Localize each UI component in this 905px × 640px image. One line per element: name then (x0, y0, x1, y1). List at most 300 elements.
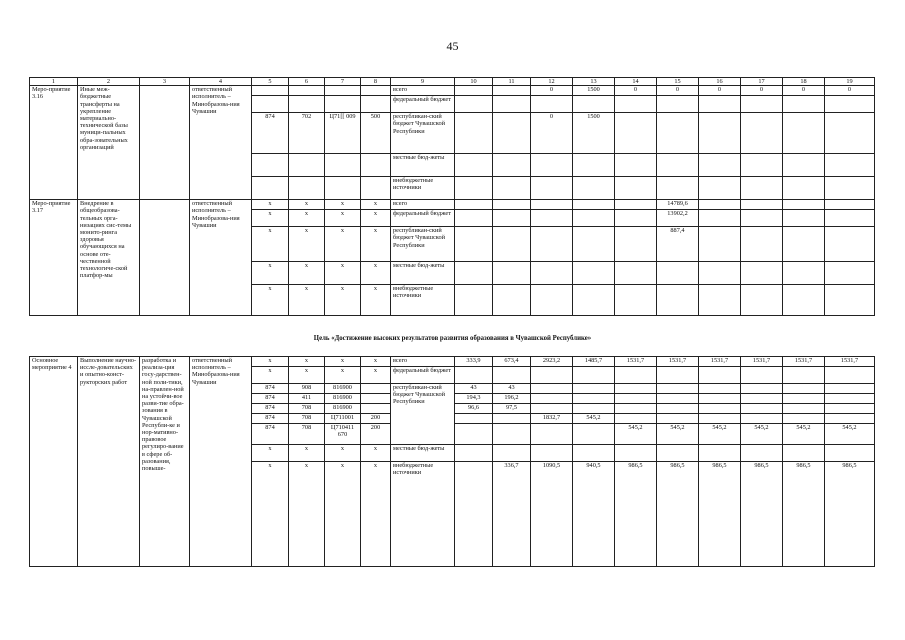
year-value: 13902,2 (657, 210, 699, 227)
funding-source: республикан-ский бюджет Чувашской Республики (391, 227, 455, 262)
year-value (741, 384, 783, 394)
year-value (825, 200, 875, 210)
year-value: 1500 (573, 86, 615, 96)
year-value (455, 177, 493, 200)
year-value (825, 154, 875, 177)
year-value: 2923,2 (531, 357, 573, 367)
target-article (325, 86, 361, 96)
year-value (455, 424, 493, 445)
year-value (783, 384, 825, 394)
year-value (741, 96, 783, 113)
year-value (699, 445, 741, 462)
grbs-code: x (252, 200, 289, 210)
grbs-code (252, 154, 289, 177)
year-value (825, 384, 875, 394)
code-cell: 200 (361, 424, 391, 445)
year-value (573, 404, 615, 414)
year-value (699, 96, 741, 113)
code-cell: 708 (289, 404, 325, 414)
year-value (615, 154, 657, 177)
code-cell: x (325, 445, 361, 462)
year-value (615, 227, 657, 262)
budget-table-lower (29, 356, 875, 567)
target-article (325, 96, 361, 113)
year-value: 1090,5 (531, 462, 573, 567)
expense-group (361, 177, 391, 200)
section-code: x (289, 200, 325, 210)
year-value (493, 86, 531, 96)
year-value (531, 445, 573, 462)
year-value (493, 367, 531, 384)
code-cell: x (325, 357, 361, 367)
year-value (573, 154, 615, 177)
expense-group: 500 (361, 113, 391, 154)
year-value (573, 394, 615, 404)
funding-source: всего (391, 357, 455, 367)
funding-source: всего (391, 86, 455, 96)
year-value: 336,7 (493, 462, 531, 567)
year-value (615, 384, 657, 394)
measure-col3: разработка и реализа-ция госу-дарствен-ной поли-тики, на-правлен-ной на устойчи-вое разви-тие обра-зования в Чувашской Республи-ке и нор-мативно-правовое регулиро-вание в сфере об-разования, повыше- (140, 357, 190, 567)
year-value (699, 210, 741, 227)
year-value (741, 404, 783, 414)
year-value (657, 177, 699, 200)
code-cell: 816900 (325, 384, 361, 394)
year-value (493, 200, 531, 210)
funding-source: республикан-ский бюджет Чувашской Республики (391, 113, 455, 154)
year-value (783, 200, 825, 210)
year-value (573, 285, 615, 316)
year-value (657, 445, 699, 462)
funding-source: всего (391, 200, 455, 210)
section-code: x (289, 285, 325, 316)
year-value (455, 285, 493, 316)
year-value: 1531,7 (741, 357, 783, 367)
year-value (531, 394, 573, 404)
year-value (573, 384, 615, 394)
header-cell: 5 (252, 78, 289, 86)
header-cell: 17 (741, 78, 783, 86)
code-cell: 816900 (325, 394, 361, 404)
year-value: 545,2 (699, 424, 741, 445)
section-code (289, 154, 325, 177)
expense-group: x (361, 262, 391, 285)
year-value (531, 262, 573, 285)
section-code: x (289, 227, 325, 262)
year-value (825, 445, 875, 462)
year-value: 14789,6 (657, 200, 699, 210)
year-value: 43 (455, 384, 493, 394)
grbs-code (252, 86, 289, 96)
year-value (493, 445, 531, 462)
header-cell: 16 (699, 78, 741, 86)
expense-group: x (361, 227, 391, 262)
year-value (699, 113, 741, 154)
header-cell: 1 (30, 78, 78, 86)
funding-source: федеральный бюджет (391, 210, 455, 227)
year-value (615, 394, 657, 404)
code-cell: x (361, 367, 391, 384)
code-cell: Ц711001 (325, 414, 361, 424)
header-cell: 19 (825, 78, 875, 86)
funding-source: федеральный бюджет (391, 96, 455, 113)
year-value (699, 227, 741, 262)
expense-group: x (361, 210, 391, 227)
year-value (531, 285, 573, 316)
year-value (615, 285, 657, 316)
year-value (783, 227, 825, 262)
year-value (657, 285, 699, 316)
section-code (289, 86, 325, 96)
responsible-executor: ответственный исполнитель – Минобразова-ния Чувашии (190, 86, 252, 200)
code-cell: x (289, 367, 325, 384)
year-value (531, 210, 573, 227)
year-value: 940,5 (573, 462, 615, 567)
year-value: 333,9 (455, 357, 493, 367)
header-cell: 3 (140, 78, 190, 86)
year-value (573, 96, 615, 113)
year-value (783, 414, 825, 424)
year-value (573, 227, 615, 262)
year-value (825, 367, 875, 384)
code-cell: x (252, 462, 289, 567)
funding-source: внебюджетные источники (391, 285, 455, 316)
code-cell (361, 384, 391, 394)
section-code (289, 177, 325, 200)
code-cell: x (252, 445, 289, 462)
code-cell: 874 (252, 384, 289, 394)
table-row (30, 86, 875, 96)
measure-col3 (140, 200, 190, 316)
year-value (493, 424, 531, 445)
year-value (825, 113, 875, 154)
funding-source: местные бюд-жеты (391, 262, 455, 285)
year-value: 986,5 (783, 462, 825, 567)
year-value (531, 227, 573, 262)
grbs-code: x (252, 262, 289, 285)
year-value: 986,5 (741, 462, 783, 567)
year-value (741, 154, 783, 177)
year-value (455, 367, 493, 384)
year-value (455, 113, 493, 154)
code-cell: x (361, 357, 391, 367)
year-value (825, 404, 875, 414)
table-row (30, 200, 875, 210)
section-code (289, 96, 325, 113)
year-value: 0 (741, 86, 783, 96)
year-value (657, 384, 699, 394)
goal-title: Цель «Достижение высоких результатов развития образования в Чувашской Республике» (313, 335, 592, 342)
year-value (783, 404, 825, 414)
code-cell: x (289, 357, 325, 367)
year-value (615, 445, 657, 462)
year-value (741, 445, 783, 462)
code-cell: 874 (252, 404, 289, 414)
year-value (531, 424, 573, 445)
year-value (615, 113, 657, 154)
code-cell (361, 394, 391, 404)
year-value (573, 445, 615, 462)
header-cell: 9 (391, 78, 455, 86)
funding-source: местные бюд-жеты (391, 154, 455, 177)
target-article: x (325, 210, 361, 227)
year-value: 1500 (573, 113, 615, 154)
year-value (783, 262, 825, 285)
year-value (741, 227, 783, 262)
header-cell: 2 (78, 78, 140, 86)
target-article (325, 154, 361, 177)
year-value (493, 262, 531, 285)
year-value (783, 96, 825, 113)
year-value (783, 113, 825, 154)
target-article: x (325, 262, 361, 285)
code-cell: 708 (289, 414, 325, 424)
code-cell: 816900 (325, 404, 361, 414)
grbs-code: x (252, 210, 289, 227)
year-value (493, 285, 531, 316)
expense-group (361, 154, 391, 177)
grbs-code: x (252, 227, 289, 262)
year-value: 43 (493, 384, 531, 394)
year-value (615, 404, 657, 414)
year-value (699, 404, 741, 414)
header-cell: 4 (190, 78, 252, 86)
year-value (493, 227, 531, 262)
year-value (657, 414, 699, 424)
year-value: 1531,7 (657, 357, 699, 367)
year-value: 673,4 (493, 357, 531, 367)
year-value: 986,5 (615, 462, 657, 567)
year-value (741, 285, 783, 316)
header-cell: 15 (657, 78, 699, 86)
expense-group (361, 86, 391, 96)
year-value (699, 414, 741, 424)
year-value: 545,2 (825, 424, 875, 445)
year-value: 887,4 (657, 227, 699, 262)
year-value: 0 (657, 86, 699, 96)
year-value (493, 113, 531, 154)
code-cell: Ц710411 670 (325, 424, 361, 445)
header-cell: 13 (573, 78, 615, 86)
year-value (825, 285, 875, 316)
year-value: 1531,7 (783, 357, 825, 367)
year-value (531, 384, 573, 394)
year-value (741, 210, 783, 227)
expense-group: x (361, 285, 391, 316)
year-value (783, 177, 825, 200)
code-cell: x (252, 357, 289, 367)
year-value (783, 285, 825, 316)
year-value: 986,5 (699, 462, 741, 567)
year-value: 96,6 (455, 404, 493, 414)
responsible-executor: ответственный исполнитель – Минобразова-ния Чувашии (190, 357, 252, 567)
code-cell: 874 (252, 414, 289, 424)
year-value: 545,2 (783, 424, 825, 445)
year-value (825, 414, 875, 424)
measure-description: Иные меж-бюджетные трансферты на укрепление материально-технической базы муници-пальных обра-зовательных организаций (78, 86, 140, 200)
year-value (573, 200, 615, 210)
section-code: x (289, 262, 325, 285)
code-cell: x (325, 462, 361, 567)
funding-source: федеральный бюджет (391, 367, 455, 384)
year-value (699, 177, 741, 200)
year-value (657, 96, 699, 113)
expense-group (361, 96, 391, 113)
year-value (455, 445, 493, 462)
code-cell: x (252, 367, 289, 384)
year-value: 0 (699, 86, 741, 96)
section-code: x (289, 210, 325, 227)
year-value (657, 262, 699, 285)
table-row (30, 357, 875, 367)
grbs-code: x (252, 285, 289, 316)
measure-description: Внедрение в общеобразова-тельных орга-низациях сис-темы монито-ринга здоровья обучающихся на основе оте-чественной технологиче-ской платфор-мы (78, 200, 140, 316)
header-cell: 7 (325, 78, 361, 86)
year-value (699, 200, 741, 210)
code-cell: 708 (289, 424, 325, 445)
year-value (573, 262, 615, 285)
year-value: 1832,7 (531, 414, 573, 424)
header-cell: 11 (493, 78, 531, 86)
year-value (573, 177, 615, 200)
year-value (573, 367, 615, 384)
code-cell: x (325, 367, 361, 384)
year-value (741, 113, 783, 154)
year-value: 0 (825, 86, 875, 96)
year-value (657, 367, 699, 384)
year-value (741, 177, 783, 200)
year-value (741, 200, 783, 210)
header-cell: 6 (289, 78, 325, 86)
code-cell: 874 (252, 424, 289, 445)
year-value (493, 96, 531, 113)
page-number: 45 (446, 39, 459, 53)
year-value: 0 (531, 113, 573, 154)
year-value (493, 177, 531, 200)
year-value: 0 (531, 86, 573, 96)
year-value (531, 367, 573, 384)
year-value: 545,2 (573, 414, 615, 424)
year-value (741, 262, 783, 285)
year-value (573, 424, 615, 445)
year-value (455, 86, 493, 96)
code-cell (361, 404, 391, 414)
year-value (741, 367, 783, 384)
year-value (657, 113, 699, 154)
year-value: 0 (783, 86, 825, 96)
year-value (657, 154, 699, 177)
measure-name: Меро-приятие 3.17 (30, 200, 78, 316)
year-value (455, 154, 493, 177)
year-value (825, 210, 875, 227)
year-value: 545,2 (741, 424, 783, 445)
year-value (699, 367, 741, 384)
year-value (825, 394, 875, 404)
year-value (657, 404, 699, 414)
responsible-executor: ответственный исполнитель – Минобразова-ния Чувашии (190, 200, 252, 316)
year-value (825, 96, 875, 113)
measure-name: Меро-приятие 3.16 (30, 86, 78, 200)
year-value (783, 445, 825, 462)
year-value (615, 262, 657, 285)
header-cell: 8 (361, 78, 391, 86)
year-value: 97,5 (493, 404, 531, 414)
year-value (455, 96, 493, 113)
year-value (615, 414, 657, 424)
year-value: 196,2 (493, 394, 531, 404)
code-cell: x (361, 462, 391, 567)
funding-source: местные бюд-жеты (391, 445, 455, 462)
year-value (493, 414, 531, 424)
year-value (783, 154, 825, 177)
year-value (699, 285, 741, 316)
year-value (699, 394, 741, 404)
funding-source: внебюджетные источники (391, 177, 455, 200)
year-value: 0 (615, 86, 657, 96)
year-value (783, 367, 825, 384)
year-value (657, 394, 699, 404)
year-value (741, 414, 783, 424)
year-value: 986,5 (825, 462, 875, 567)
year-value (615, 200, 657, 210)
year-value (573, 210, 615, 227)
year-value (455, 414, 493, 424)
code-cell: 908 (289, 384, 325, 394)
year-value (455, 200, 493, 210)
measure-description: Выполнение научно-иссле-довательских и опытно-конст-рукторских работ (78, 357, 140, 567)
code-cell: 411 (289, 394, 325, 404)
year-value (493, 154, 531, 177)
year-value (455, 227, 493, 262)
grbs-code (252, 177, 289, 200)
year-value (615, 177, 657, 200)
code-cell: x (289, 462, 325, 567)
year-value (615, 96, 657, 113)
measure-name: Основное мероприятие 4 (30, 357, 78, 567)
year-value: 545,2 (657, 424, 699, 445)
year-value: 1485,7 (573, 357, 615, 367)
year-value (455, 210, 493, 227)
header-cell: 12 (531, 78, 573, 86)
grbs-code: 874 (252, 113, 289, 154)
year-value: 1531,7 (699, 357, 741, 367)
target-article: x (325, 285, 361, 316)
year-value: 1531,7 (825, 357, 875, 367)
header-row (30, 78, 875, 86)
year-value (825, 177, 875, 200)
year-value (493, 210, 531, 227)
target-article: x (325, 200, 361, 210)
target-article (325, 177, 361, 200)
year-value (825, 262, 875, 285)
target-article: x (325, 227, 361, 262)
code-cell: x (289, 445, 325, 462)
year-value (531, 404, 573, 414)
budget-table-upper (29, 77, 875, 316)
year-value (531, 96, 573, 113)
year-value (825, 227, 875, 262)
target-article: Ц71[[ 009 (325, 113, 361, 154)
code-cell: 874 (252, 394, 289, 404)
header-cell: 10 (455, 78, 493, 86)
header-cell: 18 (783, 78, 825, 86)
year-value (699, 154, 741, 177)
code-cell: 200 (361, 414, 391, 424)
expense-group: x (361, 200, 391, 210)
year-value: 194,3 (455, 394, 493, 404)
measure-col3 (140, 86, 190, 200)
year-value (783, 210, 825, 227)
